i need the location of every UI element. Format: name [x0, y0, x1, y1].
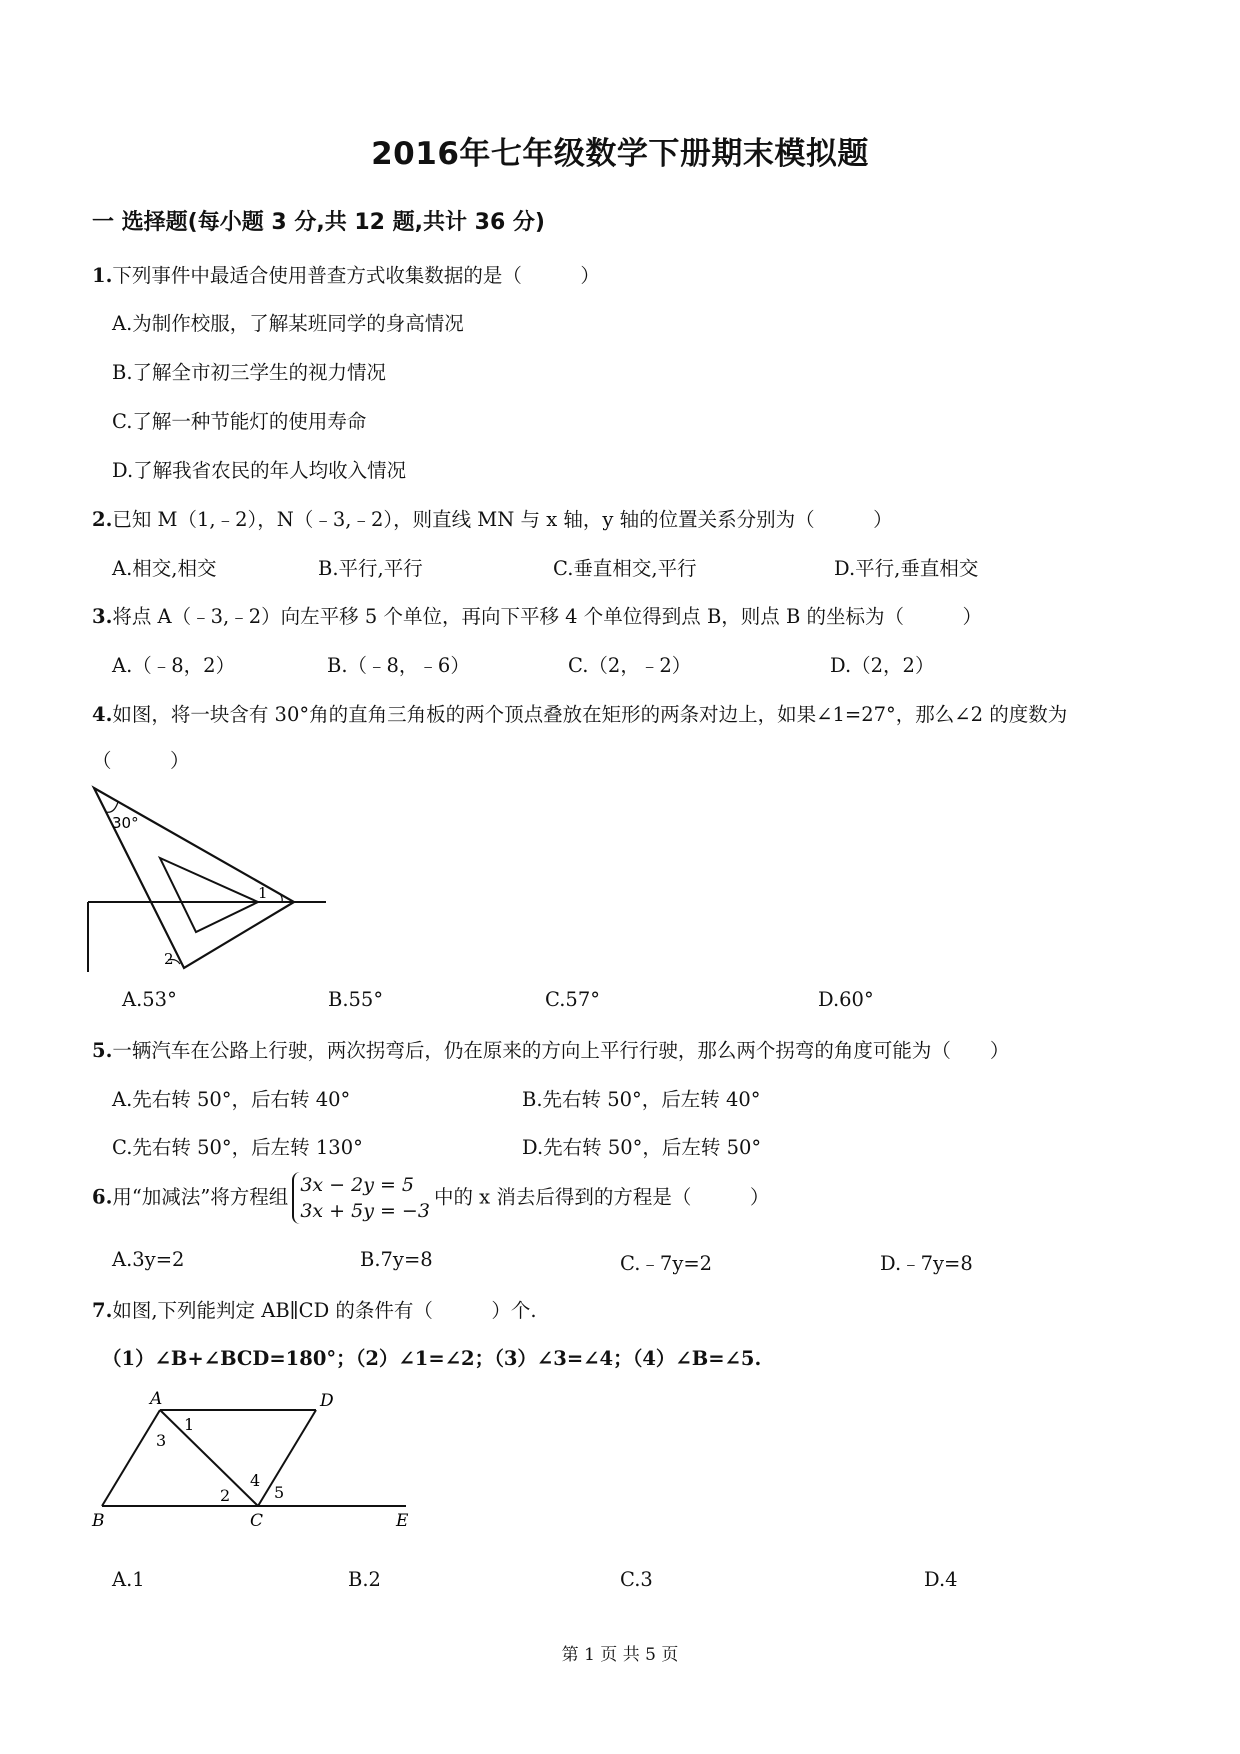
q5-option-c: C.先右转 50°，后左转 130° [112, 1136, 363, 1159]
fig-angle-3: 3 [156, 1431, 167, 1450]
q6-option-c: C.﹣7y=2 [620, 1252, 713, 1275]
page-title: 2016年七年级数学下册期末模拟题 [371, 136, 869, 172]
q3-option-c: C.（2，﹣2） [568, 654, 692, 677]
q7-option-c: C.3 [620, 1568, 653, 1591]
q7-option-b: B.2 [348, 1568, 381, 1591]
question-number: 4. [92, 703, 113, 726]
fig-point-a: A [150, 1389, 163, 1409]
question-number: 1. [92, 264, 113, 287]
fig-label-30: 30° [112, 814, 139, 832]
question-5 [92, 1035, 1009, 1063]
question-number: 5. [92, 1039, 113, 1062]
triangle-ruler-figure [84, 782, 334, 972]
fig-point-b: B [92, 1511, 105, 1528]
q1-option-d: D.了解我省农民的年人均收入情况 [112, 459, 407, 482]
question-number: 3. [92, 605, 113, 628]
q2-option-c: C.垂直相交,平行 [553, 557, 697, 580]
question-stem: 如图,下列能判定 AB∥CD 的条件有（ ）个. [112, 1299, 537, 1322]
fig-angle-5: 5 [274, 1483, 285, 1502]
question-stem: 如图，将一块含有 30°角的直角三角板的两个顶点叠放在矩形的两条对边上，如果∠1=27°，那么∠2 的度数为 [112, 703, 1068, 726]
q1-option-c: C.了解一种节能灯的使用寿命 [112, 410, 367, 433]
question-number: 7. [92, 1299, 113, 1322]
fig-point-c: C [250, 1511, 264, 1528]
section-heading: 一 选择题(每小题 3 分,共 12 题,共计 36 分) [92, 210, 545, 235]
question-stem: 一辆汽车在公路上行驶，两次拐弯后，仍在原来的方向上平行行驶，那么两个拐弯的角度可能为（ ） [112, 1039, 1010, 1062]
q7-conditions: （1）∠B+∠BCD=180°；（2）∠1=∠2；（3）∠3=∠4；（4）∠B=∠5. [102, 1347, 762, 1370]
question-stem-post: 中的 x 消去后得到的方程是（ ） [433, 1185, 770, 1209]
question-1 [92, 260, 600, 288]
fig-angle-4: 4 [250, 1471, 261, 1490]
q2-option-b: B.平行,平行 [318, 557, 423, 580]
question-3 [92, 601, 982, 629]
question-6 [92, 1172, 769, 1224]
q4-option-a: A.53° [122, 988, 177, 1011]
fig-label-1: 1 [258, 884, 268, 902]
q2-option-d: D.平行,垂直相交 [834, 557, 979, 580]
page-footer: 第 1 页 共 5 页 [561, 1645, 679, 1665]
fig-point-d: D [320, 1391, 334, 1411]
q3-option-a: A.（﹣8，2） [112, 654, 236, 677]
equation-2: 3x + 5y = −3 [300, 1200, 430, 1222]
question-stem: 下列事件中最适合使用普查方式收集数据的是（ ） [112, 264, 600, 287]
parallelogram-figure [88, 1388, 418, 1528]
question-stem: 已知 M（1,﹣2），N（﹣3,﹣2），则直线 MN 与 x 轴，y 轴的位置关系分别为（ ） [112, 508, 893, 531]
equation-system [292, 1172, 430, 1224]
q4-option-b: B.55° [328, 988, 384, 1011]
fig-point-e: E [396, 1511, 409, 1528]
equation-1: 3x − 2y = 5 [300, 1174, 415, 1196]
q3-option-b: B.（﹣8，﹣6） [327, 654, 470, 677]
q6-option-a: A.3y=2 [112, 1248, 185, 1271]
q4-option-c: C.57° [545, 988, 600, 1011]
q4-answer-paren: （ ） [92, 749, 190, 772]
question-number: 6. [92, 1185, 113, 1209]
question-4 [92, 699, 1067, 727]
question-stem-pre: 用“加减法”将方程组 [112, 1185, 289, 1209]
q5-option-b: B.先右转 50°，后左转 40° [522, 1088, 761, 1111]
q6-option-d: D.﹣7y=8 [880, 1252, 973, 1275]
fig-angle-1: 1 [184, 1415, 195, 1434]
q7-option-d: D.4 [924, 1568, 958, 1591]
q5-option-d: D.先右转 50°，后左转 50° [522, 1136, 762, 1159]
q3-option-d: D.（2，2） [830, 654, 935, 677]
question-stem: 将点 A（﹣3,﹣2）向左平移 5 个单位，再向下平移 4 个单位得到点 B，则点 B 的坐标为（ ） [112, 605, 983, 628]
fig-label-2: 2 [164, 950, 174, 968]
q2-option-a: A.相交,相交 [112, 557, 217, 580]
fig-angle-2: 2 [220, 1486, 231, 1505]
q7-option-a: A.1 [112, 1568, 145, 1591]
q5-option-a: A.先右转 50°，后右转 40° [112, 1088, 351, 1111]
q6-option-b: B.7y=8 [360, 1248, 433, 1271]
q4-option-d: D.60° [818, 988, 874, 1011]
question-number: 2. [92, 508, 113, 531]
question-7 [92, 1295, 537, 1323]
q1-option-a: A.为制作校服，了解某班同学的身高情况 [112, 312, 464, 335]
q1-option-b: B.了解全市初三学生的视力情况 [112, 361, 387, 384]
question-2 [92, 504, 893, 532]
